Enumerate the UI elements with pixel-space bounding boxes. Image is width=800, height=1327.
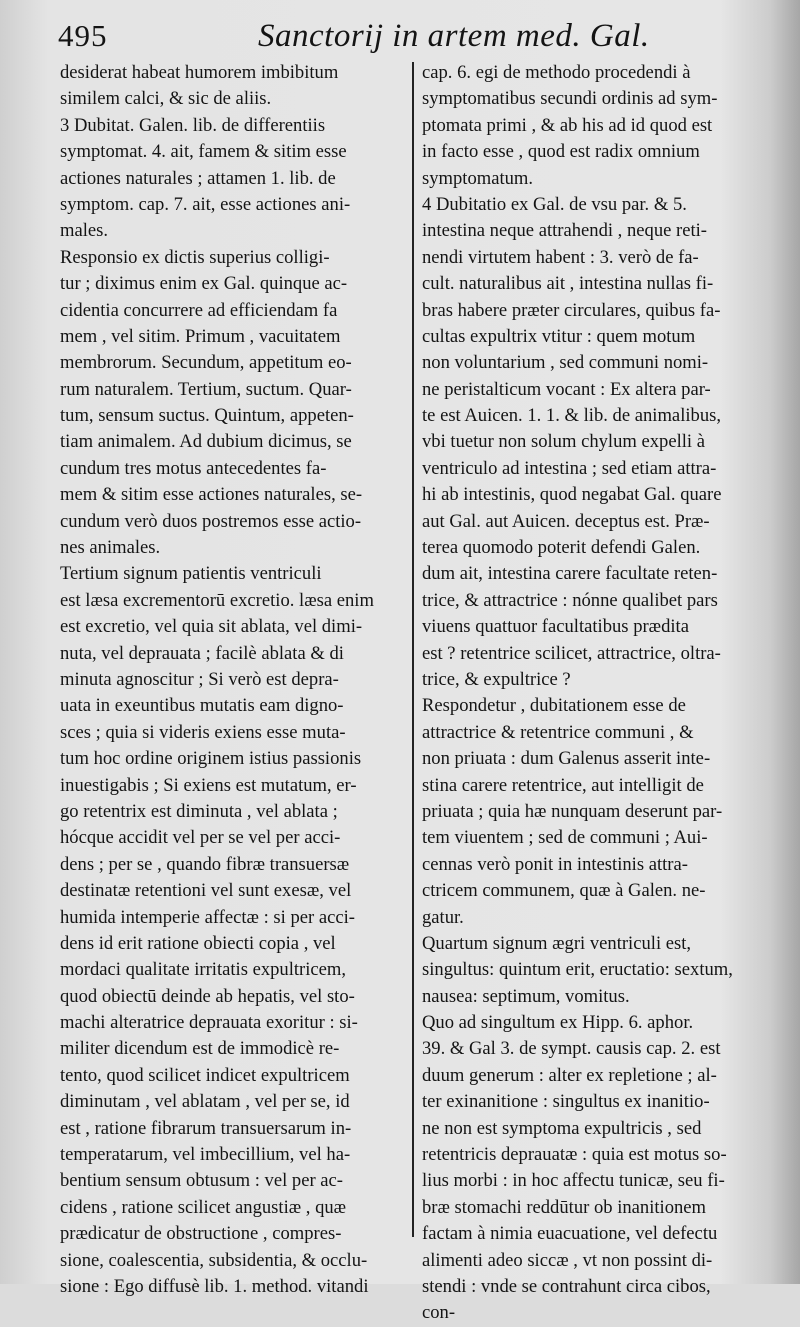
text-line: est læsa excrementorū excretio. læsa enim [60,589,374,611]
text-line: sione, coalescentia, subsidentia, & occlu- [60,1249,368,1271]
text-line: hócque accidit vel per se vel per acci- [60,827,341,849]
text-line: gatur. [422,906,464,928]
text-line: duum generum : alter ex repletione ; al- [422,1064,717,1086]
text-line: desiderat habeat humorem imbibitum [60,62,339,83]
text-line: symptomatum. [422,167,534,189]
text-line: dens ; per se , quando fibræ transuersæ [60,853,350,875]
text-line: cidentia concurrere ad efficiendam fa [60,299,338,321]
column-divider [412,62,414,1237]
text-line: Respondetur , dubitationem esse de [422,695,686,717]
text-line: Tertium signum patientis ventriculi [60,563,322,585]
page-edge-shadow [770,0,800,1284]
text-line: viuens quattuor facultatibus prædita [422,616,689,638]
text-line: non voluntarium , sed communi nomi- [422,352,709,374]
text-line: cultas expultrix vtitur : quem motum [422,325,696,347]
text-line: retentricis deprauatæ : quia est motus so- [422,1144,727,1166]
left-text-column [60,60,403,1300]
text-line: stendi : vnde se contrahunt circa cibos, [422,1275,711,1297]
text-line: tum, sensum suctus. Quintum, appeten- [60,405,354,427]
text-line: nausea: septimum, vomitus. [422,985,630,1007]
text-line: Quartum signum ægri ventriculi est, [422,932,692,954]
text-line: cult. naturalibus ait , intestina nullas fi- [422,273,714,295]
text-line: uata in exeuntibus mutatis eam digno- [60,695,344,717]
text-line: diminutam , vel ablatam , vel per se, id [60,1091,350,1113]
text-line: te est Auicen. 1. 1. & lib. de animalibus, [422,405,721,427]
text-line: inuestigabis ; Si exiens est mutatum, er- [60,774,357,796]
text-line: membrorum. Secundum, appetitum eo- [60,352,352,374]
text-line: bræ stomachi reddūtur ob inanitionem [422,1196,707,1218]
text-line: aut Gal. aut Auicen. deceptus est. Præ- [422,510,710,532]
text-line: terea quomodo poterit defendi Galen. [422,537,701,559]
text-line: nes animales. [60,537,161,559]
text-line: tento, quod scilicet indicet expultricem [60,1064,350,1086]
text-line: mem & sitim esse actiones naturales, se- [60,484,363,506]
text-line: humida intemperie affectæ : si per acci- [60,906,355,928]
text-line: vbi tuetur non solum chylum expelli à [422,431,705,453]
text-line: dens id erit ratione obiecti copia , vel [60,932,336,954]
text-line: sione : Ego diffusè lib. 1. method. vitandi [60,1275,369,1297]
text-line: symptom. cap. 7. ait, esse actiones ani- [60,193,351,215]
text-line: in facto esse , quod est radix omnium [422,141,700,163]
text-line: sces ; quia si videris exiens esse muta- [60,721,346,743]
text-line: cundum verò duos postremos esse actio- [60,510,362,532]
text-line: est excretio, vel quia sit ablata, vel dimi- [60,616,363,638]
text-line: nuta, vel deprauata ; facilè ablata & di [60,642,344,664]
text-line: ventriculo ad intestina ; sed etiam attra- [422,457,717,479]
text-line: singultus: quintum erit, eructatio: sextum, [422,959,733,981]
text-line: est , ratione fibrarum transuersarum in- [60,1117,352,1139]
text-line: bras habere præter circulares, quibus fa- [422,299,721,321]
text-line: prædicatur de obstructione , compres- [60,1223,342,1245]
text-line: lius morbi : in hoc affectu tunicæ, seu fi- [422,1170,725,1192]
text-line: ter exinanitione : singultus ex inanitio- [422,1091,710,1113]
running-title: Sanctorij in artem med. Gal. [258,18,650,54]
text-line: ne non est symptoma expultricis , sed [422,1117,702,1139]
text-line: trice, & expultrice ? [422,668,571,690]
text-line: mem , vel sitim. Primum , vacuitatem [60,325,341,347]
text-line: stina carere retentrice, aut intelligit de [422,774,704,796]
page-number: 495 [58,18,108,53]
text-line: temperatarum, vel imbecillium, vel ha- [60,1144,351,1166]
text-line: intestina neque attrahendi , neque reti- [422,220,707,242]
text-line: tum hoc ordine originem istius passionis [60,748,362,770]
right-text-column [422,60,765,1327]
text-line: quod obiectū deinde ab hepatis, vel sto- [60,985,355,1007]
text-line: attractrice & retentrice communi , & [422,721,694,743]
text-line: bentium sensum obtusum : vel per ac- [60,1170,343,1192]
text-line: tem viuentem ; sed de communi ; Aui- [422,827,708,849]
text-line: ctricem communem, quæ à Galen. ne- [422,880,706,902]
text-line: factam à nimia euacuatione, vel defectu [422,1223,718,1245]
text-line: similem calci, & sic de aliis. [60,88,272,110]
text-line: cap. 6. egi de methodo procedendi à [422,62,691,83]
text-line: actiones naturales ; attamen 1. lib. de [60,167,336,189]
text-line: cennas verò ponit in intestinis attra- [422,853,688,875]
text-line: 4 Dubitatio ex Gal. de vsu par. & 5. [422,193,687,215]
text-line: nendi virtutem habent : 3. verò de fa- [422,246,699,268]
text-line: non priuata : dum Galenus asserit inte- [422,748,711,770]
text-line: trice, & attractrice : nónne qualibet pars [422,589,718,611]
text-line: cundum tres motus antecedentes fa- [60,457,327,479]
text-line: hi ab intestinis, quod negabat Gal. quare [422,484,722,506]
text-line: Responsio ex dictis superius colligi- [60,246,330,268]
text-line: mordaci qualitate irritatis expultricem, [60,959,347,981]
text-line: Quo ad singultum ex Hipp. 6. aphor. [422,1012,694,1034]
text-line: males. [60,220,109,242]
text-line: ne peristalticum vocant : Ex altera par- [422,378,711,400]
text-line: symptomat. 4. ait, famem & sitim esse [60,141,347,163]
text-line: minuta agnoscitur ; Si verò est depra- [60,668,339,690]
text-line: destinatæ retentioni vel sunt exesæ, vel [60,880,352,902]
text-line: 3 Dubitat. Galen. lib. de differentiis [60,114,326,136]
text-line: 39. & Gal 3. de sympt. causis cap. 2. est [422,1038,721,1060]
text-line: dum ait, intestina carere facultate reten- [422,563,718,585]
text-line: con- [422,1302,456,1324]
text-line: tiam animalem. Ad dubium dicimus, se [60,431,352,453]
text-line: machi alteratrice deprauata exoritur : si- [60,1012,358,1034]
text-line: tur ; diximus enim ex Gal. quinque ac- [60,273,348,295]
text-line: militer dicendum est de immodicè re- [60,1038,340,1060]
text-line: ptomata primi , & ab his ad id quod est [422,114,713,136]
text-line: symptomatibus secundi ordinis ad sym- [422,88,718,110]
text-line: alimenti adeo siccæ , vt non possint di- [422,1249,713,1271]
text-line: go retentrix est diminuta , vel ablata ; [60,800,338,822]
text-line: rum naturalem. Tertium, suctum. Quar- [60,378,352,400]
text-line: priuata ; quia hæ nunquam deserunt par- [422,800,723,822]
text-line: est ? retentrice scilicet, attractrice, oltra- [422,642,721,664]
text-line: cidens , ratione scilicet angustiæ , quæ [60,1196,347,1218]
page-header [58,12,758,56]
